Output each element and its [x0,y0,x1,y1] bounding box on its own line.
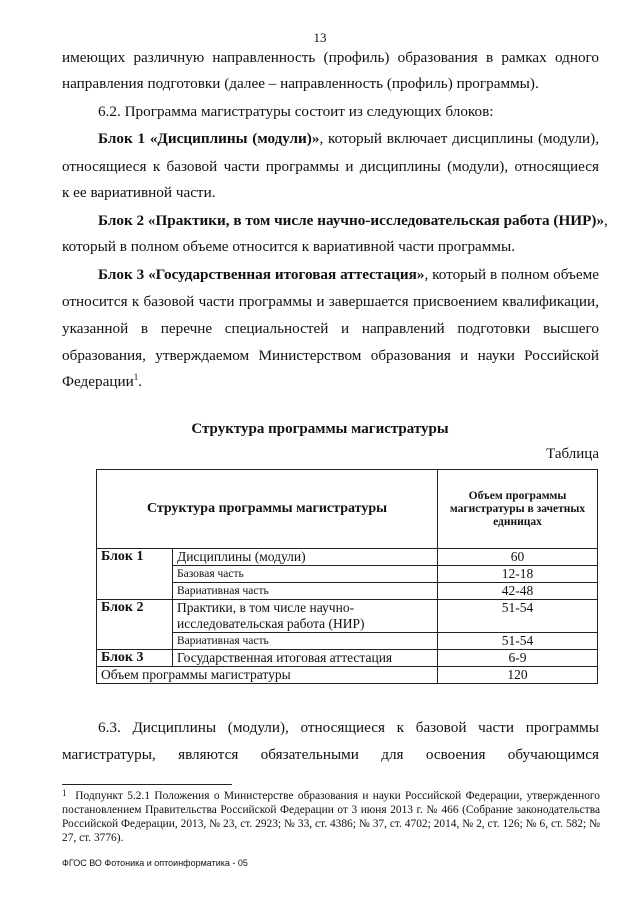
table-row [97,600,598,633]
block1-text: , который включает дисциплины (модули), [319,130,599,147]
block3-line [62,373,142,391]
table-row [97,566,598,583]
value-cell: 42-48 [438,583,598,600]
item-cell: Государственная итоговая аттестация [173,650,438,667]
value-cell: 60 [438,549,598,566]
block3-line [98,266,599,284]
table-row [97,583,598,600]
value-cell: 51-54 [438,633,598,650]
document-footer: ФГОС ВО Фотоника и оптоинформатика - 05 [62,858,248,868]
block3-line: указанной в перечне специальностей и направлений подготовки высшего [62,320,599,337]
block1-line: относящиеся к базовой части программы и дисциплины (модули), относящиеся [62,158,599,175]
paragraph-6-3-line: 6.3. Дисциплины (модули), относящиеся к базовой части программы [98,719,599,736]
footnote-ref: 1 [133,372,139,382]
footnote [62,789,600,845]
paragraph-6-3-line: магистратуры, являются обязательными для освоения обучающимся [62,746,599,763]
value-cell: 6-9 [438,650,598,667]
block3-title: Блок 3 «Государственная итоговая аттестация» [98,266,425,283]
page-number: 13 [313,30,327,45]
block3-text: , который в полном объеме [424,266,599,283]
paragraph-line: направления подготовки (далее – направленность (профиль) программы). [62,75,539,92]
total-label-cell: Объем программы магистратуры [97,667,438,684]
item-cell: Вариативная часть [173,583,438,600]
footnote-mark: 1 [62,788,67,798]
header-structure: Структура программы магистратуры [97,470,438,549]
table-row [97,549,598,566]
header-volume: Объем программы магистратуры в зачетных единицах [438,470,598,549]
block3-text: Федерации [62,373,134,390]
table-label: Таблица [546,446,599,462]
block-cell: Блок 3 [97,650,173,667]
block1-line: к ее вариативной части. [62,184,216,201]
block2-text: , [604,212,608,229]
block3-text: . [138,373,143,390]
block3-line: относится к базовой части программы и завершается присвоением квалификации, [62,293,599,310]
item-cell: Дисциплины (модули) [173,549,438,566]
table-row [97,650,598,667]
value-cell: 12-18 [438,566,598,583]
program-structure-table [96,469,598,684]
block1-line [98,130,599,148]
value-cell: 51-54 [438,600,598,633]
table-header-row [97,470,598,549]
table-caption: Структура программы магистратуры [191,421,449,437]
block-cell: Блок 2 [97,600,173,650]
total-value-cell: 120 [438,667,598,684]
block2-line [98,212,608,230]
item-cell: Практики, в том числе научно-исследовательская работа (НИР) [173,600,438,633]
footnote-text: Подпункт 5.2.1 Положения о Министерстве образования и науки Российской Федерации, утвержденного постановлением Правительства Российской Федерации от 3 июня 2013 г. № 466 (Собрание законодательства Российской Федерации, 2013, № 23, ст. 2923; № 33, ст. 4386; № 37, ст. 4702; 2014, № 2, ст. 126; № 6, ст. 582; № 27, ст. 3776). [62,790,601,844]
item-cell: Базовая часть [173,566,438,583]
paragraph-line: имеющих различную направленность (профиль) образования в рамках одного [62,49,599,66]
block3-line: образования, утверждаемом Министерством образования и науки Российской [62,347,599,364]
block2-title: Блок 2 «Практики, в том числе научно-исследовательская работа (НИР)» [98,212,605,229]
block1-title: Блок 1 «Дисциплины (модули)» [98,130,320,147]
paragraph-6-2: 6.2. Программа магистратуры состоит из следующих блоков: [98,103,494,120]
block2-line: который в полном объеме относится к вариативной части программы. [62,238,516,255]
block-cell: Блок 1 [97,549,173,600]
item-cell: Вариативная часть [173,633,438,650]
table-total-row [97,667,598,684]
table-row [97,633,598,650]
footnote-divider [62,784,232,785]
